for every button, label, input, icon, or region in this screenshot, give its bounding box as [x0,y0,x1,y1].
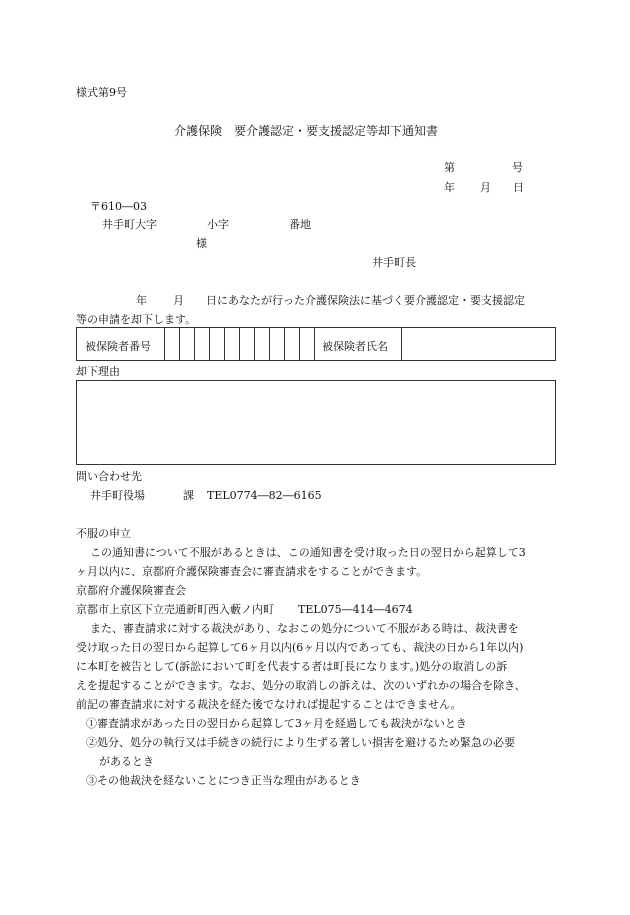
table-divider [299,328,300,360]
table-divider [239,328,240,360]
objection-para-line: 受け取った日の翌日から起算して6ヶ月以内(6ヶ月以内であっても、裁決の日から1年以内) [76,641,524,654]
objection-item-3: ③その他裁決を経ないことにつき正当な理由があるとき [86,774,361,787]
inquiry-tel: TEL0774―82―6165 [207,489,322,502]
table-divider [269,328,270,360]
doc-number-dai: 第 [444,161,455,174]
council-tel: TEL075―414―4674 [298,603,413,616]
date-day: 日 [513,181,524,194]
table-divider [314,328,315,360]
document-title: 介護保険 要介護認定・要支援認定等却下通知書 [174,124,439,138]
inquiry-label: 問い合わせ先 [76,470,142,483]
body-text-line1: 日にあなたが行った介護保険法に基づく要介護認定・要支援認定 [206,294,525,307]
form-number: 様式第9号 [76,86,127,99]
insured-info-table [76,327,556,361]
objection-item-2-line1: ②処分、処分の執行又は手続きの続行により生ずる著しい損害を避けるため緊急の必要 [86,736,515,749]
address-oaza: 井手町大字 [102,218,157,231]
objection-line2: ヶ月以内に、京都府介護保険審査会に審査請求をすることができます。 [76,565,428,578]
insured-name-label: 被保険者氏名 [322,340,388,353]
objection-item-1: ①審査請求があった日の翌日から起算して3ヶ月を経過しても裁決がないとき [86,717,467,730]
table-divider [224,328,225,360]
objection-para-line: 前記の審査請求に対する裁決を経た後でなければ提起することはできません。 [76,698,462,711]
insured-number-label: 被保険者番号 [85,340,151,353]
body-date-year: 年 [136,294,147,307]
objection-para-line: えを提起することができます。なお、処分の取消しの訴えは、次のいずれかの場合を除き、 [76,679,526,692]
table-divider [284,328,285,360]
issuer-name: 井手町長 [372,256,416,269]
objection-para-line: また、審査請求に対する裁決があり、なおこの処分について不服がある時は、裁決書を [90,622,519,635]
rejection-reason-box [76,380,556,465]
table-divider [164,328,165,360]
objection-item-2-line2: があるとき [99,755,154,768]
table-divider [209,328,210,360]
address-banchi: 番地 [289,218,311,231]
postal-code: 〒610―03 [90,200,147,213]
date-year: 年 [444,181,455,194]
objection-line1: この通知書について不服があるときは、この通知書を受け取った日の翌日から起算して3 [90,546,526,559]
doc-number-go: 号 [512,161,523,174]
inquiry-ka: 課 [183,489,194,502]
table-divider [194,328,195,360]
date-month: 月 [480,181,491,194]
address-koaza: 小字 [207,218,229,231]
body-date-month: 月 [173,294,184,307]
objection-heading: 不服の申立 [76,527,131,540]
rejection-reason-label: 却下理由 [76,365,120,378]
inquiry-office: 井手町役場 [90,489,145,502]
body-text-line2: 等の申請を却下します。 [76,313,197,326]
table-divider [254,328,255,360]
council-name: 京都府介護保険審査会 [76,584,186,597]
table-divider [401,328,402,360]
table-divider [179,328,180,360]
objection-para-line: に本町を被告として(訴訟において町を代表する者は町長になります。)処分の取消しの訴 [76,660,508,673]
addressee-suffix: 様 [196,237,207,250]
council-address: 京都市上京区下立売通新町西入藪ノ内町 [76,603,274,616]
